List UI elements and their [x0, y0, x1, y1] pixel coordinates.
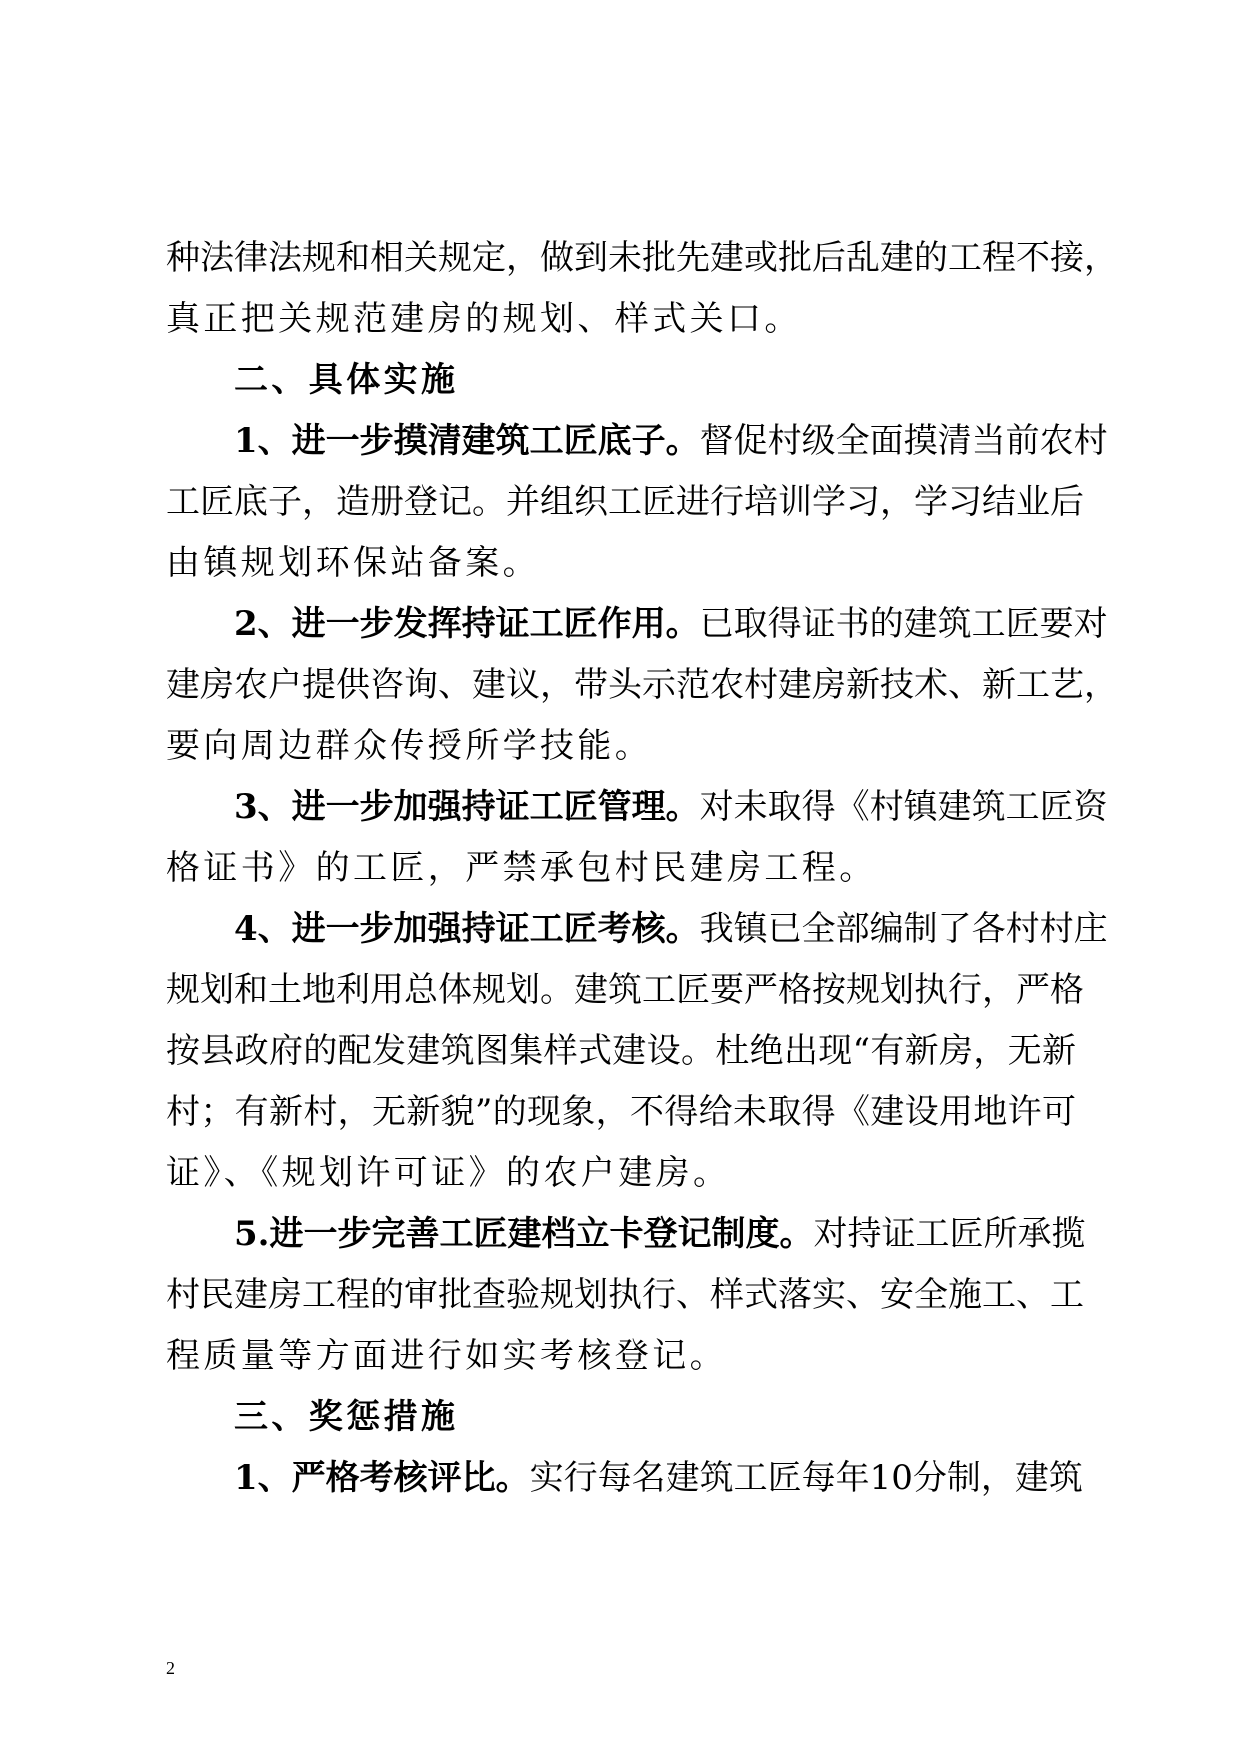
body-text: 程质量等方面进行如实考核登记。	[166, 1336, 727, 1376]
body-text: 格证书》的工匠，严禁承包村民建房工程。	[166, 848, 877, 888]
body-line	[166, 960, 1084, 1021]
body-text: 我镇已全部编制了各村村庄	[699, 909, 1108, 949]
item-lead: 3、进一步加强持证工匠管理。	[234, 787, 700, 827]
item-lead: 1、进一步摸清建筑工匠底子。	[234, 421, 700, 461]
body-text: 由镇规划环保站备案。	[166, 543, 540, 583]
body-text: 建房农户提供咨询、建议，带头示范农村建房新技术、新工艺，	[166, 665, 1118, 705]
body-text: 真正把关规范建房的规划、样式关口。	[166, 299, 802, 339]
body-text: 实行每名建筑工匠每年10分制，建筑	[529, 1458, 1083, 1498]
item-first-line	[166, 899, 1108, 960]
body-text: 工匠底子，造册登记。并组织工匠进行培训学习，学习结业后	[166, 482, 1084, 522]
item-first-line	[166, 594, 1108, 655]
body-line	[166, 1021, 1076, 1082]
page-number: 2	[166, 1658, 175, 1678]
item-lead: 5.进一步完善工匠建档立卡登记制度。	[234, 1214, 814, 1254]
body-text: 按县政府的配发建筑图集样式建设。杜绝出现“有新房，无新	[166, 1031, 1076, 1071]
section-heading	[166, 1387, 1076, 1448]
body-line	[166, 716, 1076, 777]
section-heading-text: 二、具体实施	[234, 360, 459, 400]
body-line	[166, 655, 1118, 716]
body-text: 村；有新村，无新貌”的现象，不得给未取得《建设用地许可	[166, 1092, 1076, 1132]
section-heading	[166, 350, 1076, 411]
item-lead: 2、进一步发挥持证工匠作用。	[234, 604, 700, 644]
document-body	[166, 228, 1118, 1509]
body-line	[166, 533, 1076, 594]
body-line	[166, 838, 1076, 899]
item-first-line	[166, 1448, 1083, 1509]
body-line	[166, 289, 1076, 350]
section-heading-text: 三、奖惩措施	[234, 1397, 459, 1437]
body-line	[166, 1082, 1076, 1143]
body-text: 督促村级全面摸清当前农村	[699, 421, 1108, 461]
body-line	[166, 1143, 1076, 1204]
item-lead: 4、进一步加强持证工匠考核。	[234, 909, 700, 949]
body-text: 要向周边群众传授所学技能。	[166, 726, 653, 766]
body-text: 已取得证书的建筑工匠要对	[699, 604, 1108, 644]
body-text: 对持证工匠所承揽	[813, 1214, 1086, 1254]
item-first-line	[166, 411, 1108, 472]
item-lead: 1、严格考核评比。	[234, 1458, 530, 1498]
body-line	[166, 472, 1084, 533]
body-text: 规划和土地利用总体规划。建筑工匠要严格按规划执行，严格	[166, 970, 1084, 1010]
body-line	[166, 1265, 1084, 1326]
body-line	[166, 1326, 1076, 1387]
body-text: 种法律法规和相关规定，做到未批先建或批后乱建的工程不接，	[166, 238, 1118, 278]
body-text: 对未取得《村镇建筑工匠资	[699, 787, 1108, 827]
body-line	[166, 228, 1118, 289]
item-first-line	[166, 1204, 1086, 1265]
item-first-line	[166, 777, 1108, 838]
body-text: 证》、《规划许可证》的农户建房。	[166, 1153, 731, 1193]
body-text: 村民建房工程的审批查验规划执行、样式落实、安全施工、工	[166, 1275, 1084, 1315]
